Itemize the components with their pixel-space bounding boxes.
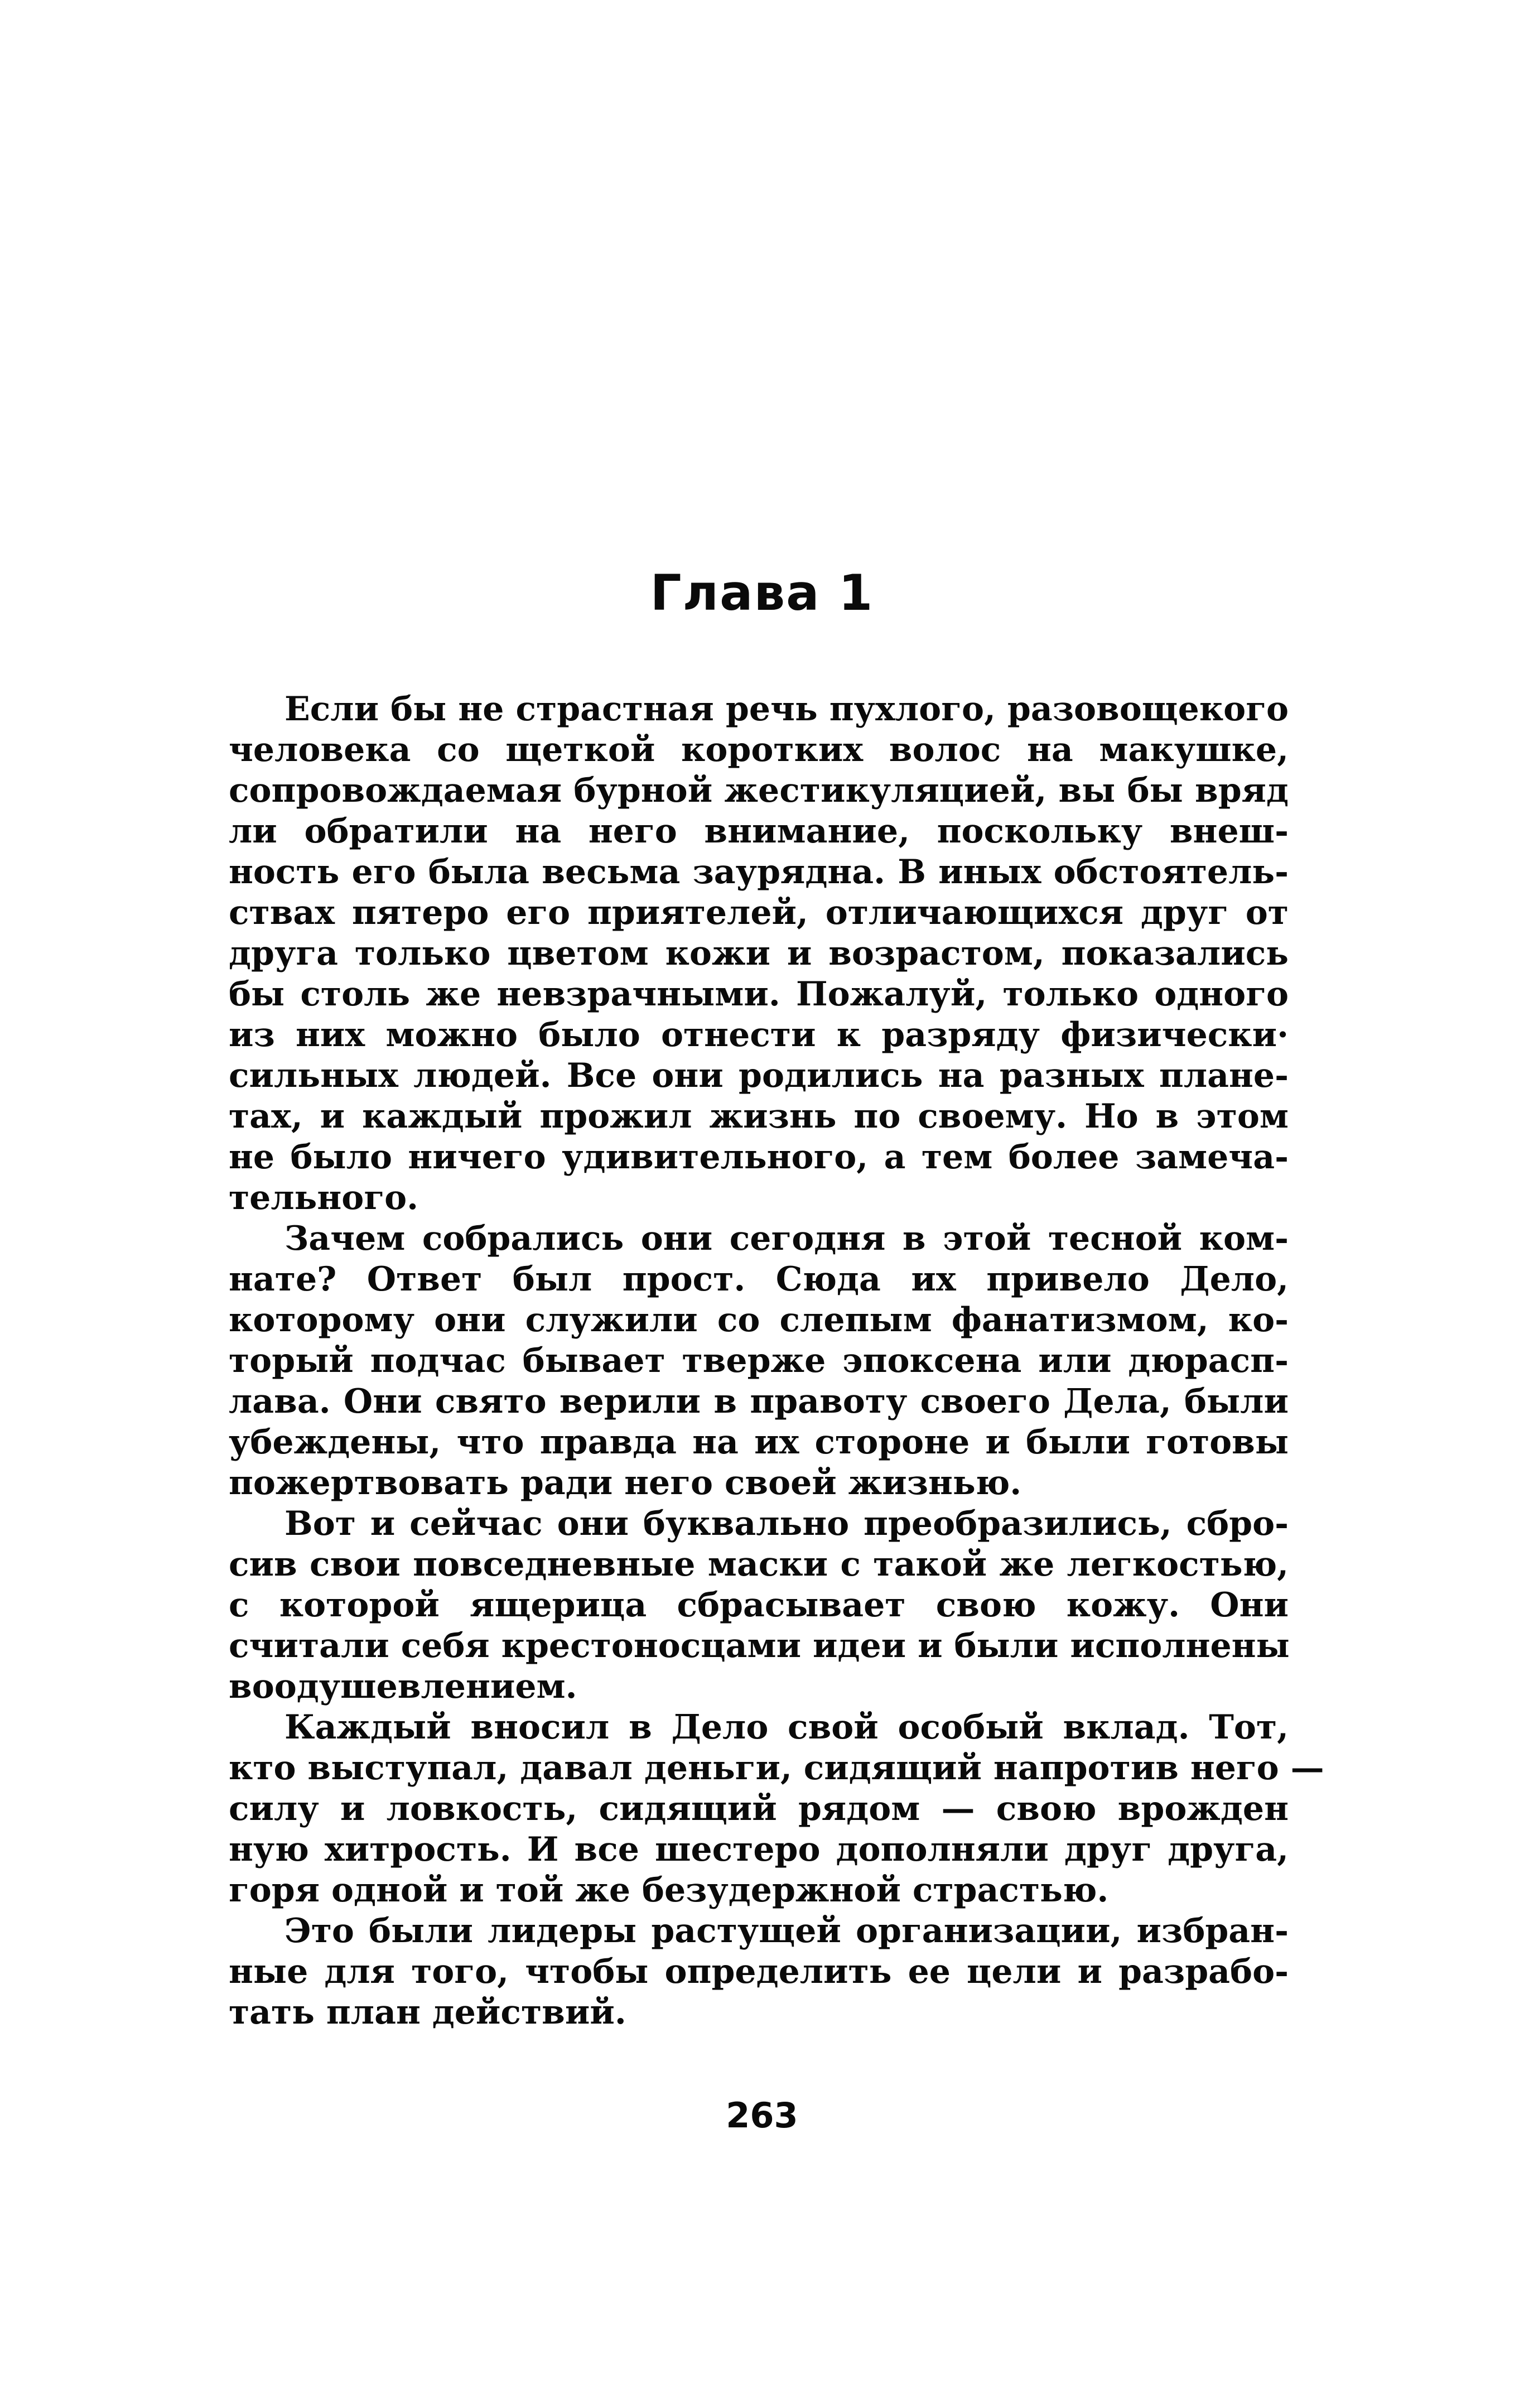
text-line: друга только цветом кожи и возрастом, показались — [229, 934, 1289, 973]
paragraph — [229, 689, 1289, 1219]
text-line: Каждый вносил в Дело свой особый вклад. Тот, — [284, 1708, 1289, 1747]
paragraph — [229, 1219, 1289, 1504]
page-number: 263 — [726, 2095, 798, 2136]
text-line: сив свои повседневные маски с такой же легкостью, — [229, 1545, 1289, 1584]
text-line: нате? Ответ был прост. Сюда их привело Дело, — [229, 1260, 1289, 1299]
text-line: человека со щеткой коротких волос на макушке, — [229, 730, 1289, 769]
text-line: бы столь же невзрачными. Пожалуй, только одного — [229, 975, 1289, 1014]
text-line: тельного. — [229, 1178, 418, 1217]
text-line: ную хитрость. И все шестеро дополняли друг друга, — [229, 1830, 1289, 1869]
text-line: Это были лидеры растущей организации, избран- — [284, 1911, 1289, 1951]
paragraph — [229, 1504, 1289, 1707]
text-line: считали себя крестоносцами идеи и были исполнены — [229, 1626, 1290, 1665]
text-line: пожертвовать ради него своей жизнью. — [229, 1463, 1022, 1502]
text-line: Если бы не страстная речь пухлого, разовощекого — [284, 690, 1289, 729]
chapter-title: Глава 1 — [650, 564, 874, 622]
text-line: ли обратили на него внимание, поскольку внеш- — [229, 812, 1289, 851]
chapter-body — [229, 689, 1324, 2033]
text-line: тать план действий. — [229, 1993, 626, 2032]
text-line: лава. Они свято верили в правоту своего Дела, были — [229, 1382, 1289, 1421]
paragraph — [229, 1911, 1289, 2033]
text-line: тах, и каждый прожил жизнь по своему. Но в этом — [229, 1097, 1289, 1136]
text-line: ные для того, чтобы определить ее цели и разрабо- — [229, 1952, 1289, 1991]
text-line: ность его была весьма заурядна. В иных обстоятель- — [229, 853, 1289, 892]
text-line: убеждены, что правда на их стороне и были готовы — [229, 1423, 1289, 1462]
text-line: воодушевлением. — [229, 1667, 577, 1706]
text-line: с которой ящерица сбрасывает свою кожу. Они — [229, 1586, 1289, 1625]
text-line: которому они служили со слепым фанатизмом, ко- — [229, 1301, 1289, 1340]
text-line: из них можно было отнести к разряду физически· — [229, 1015, 1289, 1054]
text-line: кто выступал, давал деньги, сидящий напротив него — — [229, 1749, 1324, 1788]
text-line: силу и ловкость, сидящий рядом — свою врожден — [229, 1789, 1289, 1828]
text-line: горя одной и той же безудержной страстью. — [229, 1871, 1109, 1910]
paragraph — [229, 1707, 1324, 1911]
text-line: ствах пятеро его приятелей, отличающихся друг от — [229, 893, 1289, 932]
text-line: не было ничего удивительного, а тем более замеча- — [229, 1138, 1289, 1177]
text-line: торый подчас бывает тверже эпоксена или дюрасп- — [229, 1341, 1289, 1380]
text-line: сопровождаемая бурной жестикуляцией, вы бы вряд — [229, 771, 1289, 810]
text-line: сильных людей. Все они родились на разных плане- — [229, 1056, 1289, 1095]
text-line: Зачем собрались они сегодня в этой тесной ком- — [284, 1219, 1289, 1258]
text-line: Вот и сейчас они буквально преобразились, сбро- — [284, 1504, 1289, 1543]
